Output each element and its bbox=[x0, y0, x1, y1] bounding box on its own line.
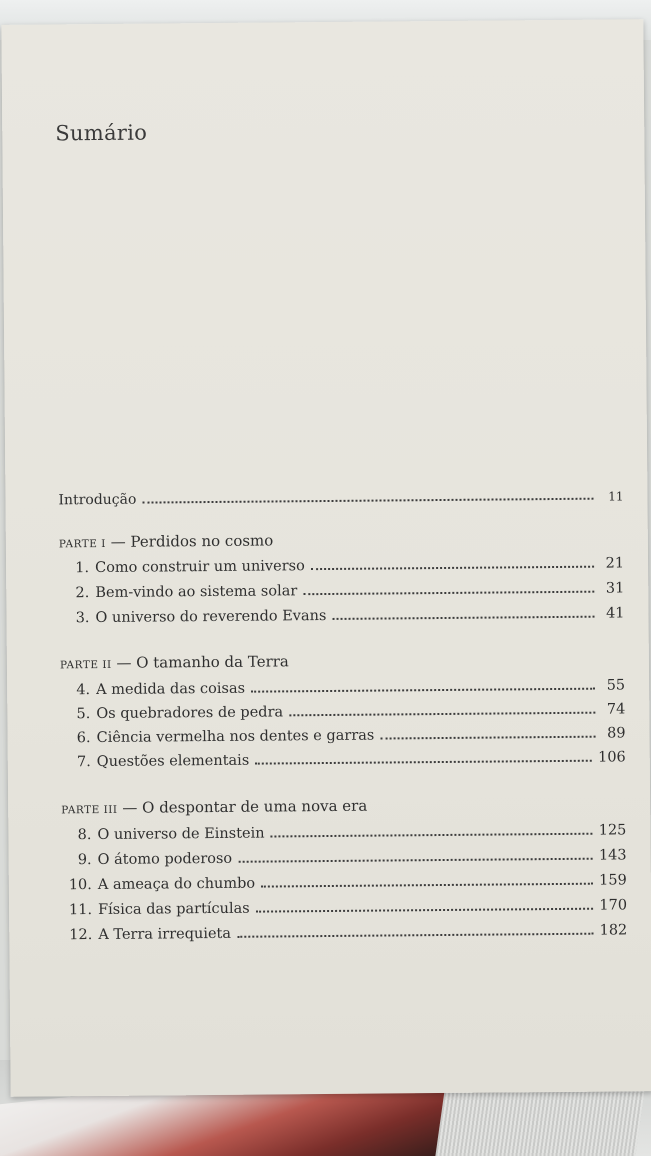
toc-entry-label: Física das partículas bbox=[97, 900, 250, 919]
toc-entry bbox=[61, 743, 626, 770]
toc-entry-label: A ameaça do chumbo bbox=[97, 875, 256, 894]
part-prefix: PARTE II bbox=[59, 658, 112, 672]
toc-entry bbox=[59, 549, 624, 576]
dot-leader bbox=[311, 566, 594, 570]
toc-entry bbox=[62, 841, 627, 868]
part-title: — Perdidos no cosmo bbox=[110, 531, 274, 551]
toc-entry-page: 41 bbox=[605, 605, 625, 622]
dot-leader bbox=[380, 736, 595, 740]
dot-leader bbox=[237, 933, 594, 938]
toc-entry-number: 2. bbox=[75, 585, 90, 602]
toc-entry-page: 89 bbox=[607, 725, 626, 742]
part-heading-1 bbox=[59, 531, 274, 551]
dot-leader bbox=[142, 498, 593, 504]
toc-entry-page: 55 bbox=[606, 677, 626, 694]
toc-entry-label: O átomo poderoso bbox=[97, 850, 233, 869]
book-page bbox=[1, 19, 651, 1097]
toc-entry bbox=[60, 671, 625, 698]
toc-entry-label: Ciência vermelha nos dentes e garras bbox=[96, 727, 375, 747]
dot-leader bbox=[251, 688, 595, 693]
toc-entry bbox=[59, 599, 624, 626]
part-prefix: PARTE I bbox=[58, 537, 106, 551]
part-prefix: PARTE III bbox=[61, 803, 118, 817]
toc-entry-number: 9. bbox=[77, 852, 92, 869]
page-stack-edge bbox=[435, 1090, 644, 1156]
dot-leader bbox=[332, 616, 594, 620]
toc-entry-page: 74 bbox=[606, 701, 626, 718]
toc-entry-page: 182 bbox=[599, 922, 628, 939]
toc-entry-page: 125 bbox=[598, 822, 627, 839]
toc-entry-label: Questões elementais bbox=[96, 752, 250, 771]
toc-entry-number: 11. bbox=[68, 902, 93, 919]
toc-entry-label: Introdução bbox=[58, 491, 137, 509]
toc-entry-page: 106 bbox=[597, 749, 626, 766]
toc-entry-number: 3. bbox=[75, 610, 90, 627]
toc-entry-number: 5. bbox=[76, 706, 91, 723]
dot-leader bbox=[261, 883, 593, 888]
toc-entry-page: 143 bbox=[598, 847, 627, 864]
toc-entry-label: Bem-vindo ao sistema solar bbox=[95, 583, 298, 602]
toc-entry bbox=[62, 891, 627, 918]
toc-entry-number: 12. bbox=[69, 927, 93, 944]
toc-entry-number: 8. bbox=[77, 827, 92, 844]
dot-leader bbox=[303, 591, 594, 596]
toc-entry-number: 7. bbox=[76, 754, 91, 771]
dot-leader bbox=[256, 908, 594, 913]
part-title: — O tamanho da Terra bbox=[116, 652, 289, 672]
dot-leader bbox=[238, 858, 593, 863]
toc-entry bbox=[59, 574, 624, 601]
toc-entry bbox=[62, 866, 627, 893]
page-title: Sumário bbox=[55, 120, 148, 146]
toc-entry-label: Os quebradores de pedra bbox=[96, 704, 284, 723]
part-heading-3 bbox=[61, 797, 367, 818]
toc-entry bbox=[60, 695, 625, 722]
toc-entry-number: 6. bbox=[76, 730, 91, 747]
toc-entry-label: Como construir um universo bbox=[95, 558, 305, 577]
toc-entry-number: 1. bbox=[75, 560, 90, 577]
toc-entry-page: 31 bbox=[605, 580, 625, 597]
toc-entry-number: 10. bbox=[68, 877, 92, 894]
toc-entry bbox=[62, 916, 627, 943]
toc-entry-label: O universo de Einstein bbox=[97, 825, 265, 844]
part-heading-2 bbox=[60, 652, 289, 672]
toc-entry-label: O universo do reverendo Evans bbox=[95, 608, 327, 627]
toc-entry-label: A Terra irrequieta bbox=[98, 925, 232, 944]
toc-entry-page: 11 bbox=[608, 489, 624, 504]
toc-entry bbox=[61, 816, 626, 843]
dot-leader bbox=[289, 712, 595, 717]
dot-leader bbox=[255, 760, 592, 765]
toc-entry-number: 4. bbox=[76, 682, 91, 699]
part-title: — O despontar de uma nova era bbox=[122, 796, 368, 817]
toc-entry-introduction bbox=[58, 481, 623, 508]
toc-entry-page: 170 bbox=[599, 897, 628, 914]
toc-entry-label: A medida das coisas bbox=[96, 680, 246, 699]
toc-entry-page: 159 bbox=[599, 872, 627, 889]
dot-leader bbox=[271, 833, 593, 838]
toc-entry-page: 21 bbox=[605, 555, 625, 572]
toc-entry bbox=[60, 719, 625, 746]
